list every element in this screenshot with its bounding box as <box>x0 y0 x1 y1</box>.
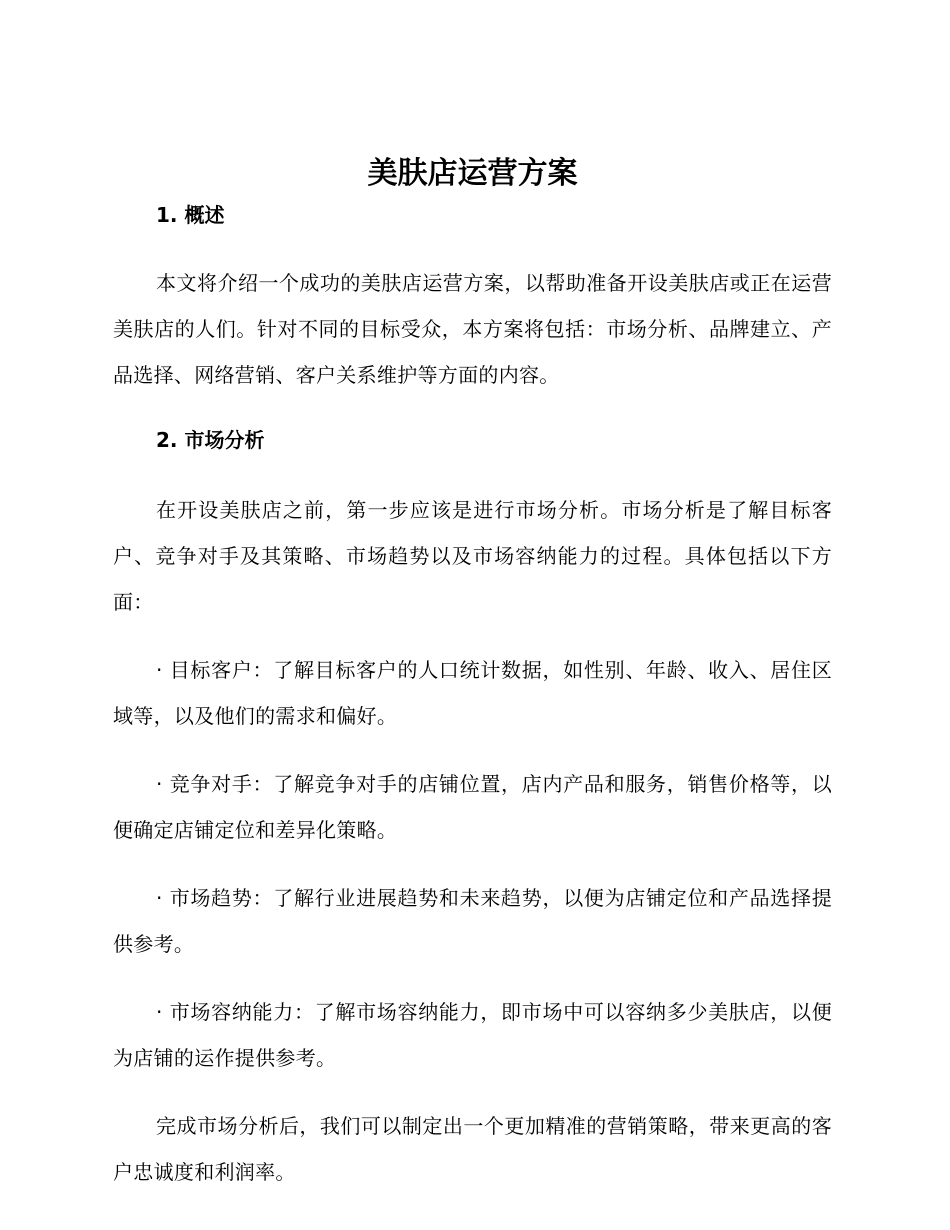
section-heading-market-analysis: 2. 市场分析 <box>156 428 265 452</box>
bullet-competitors: · 竞争对手：了解竞争对手的店铺位置，店内产品和服务，销售价格等，以便确定店铺定位和差异化策略。 <box>113 772 832 842</box>
market-analysis-conclusion: 完成市场分析后，我们可以制定出一个更加精准的营销策略，带来更高的客户忠诚度和利润率。 <box>113 1114 832 1184</box>
overview-paragraph: 本文将介绍一个成功的美肤店运营方案，以帮助准备开设美肤店或正在运营美肤店的人们。针对不同的目标受众，本方案将包括：市场分析、品牌建立、产品选择、网络营销、客户关系维护等方面的内容。 <box>113 271 832 387</box>
section-heading-overview: 1. 概述 <box>156 203 225 227</box>
market-analysis-intro: 在开设美肤店之前，第一步应该是进行市场分析。市场分析是了解目标客户、竞争对手及其策略、市场趋势以及市场容纳能力的过程。具体包括以下方面： <box>113 498 832 614</box>
bullet-market-trends: · 市场趋势：了解行业进展趋势和未来趋势，以便为店铺定位和产品选择提供参考。 <box>113 886 832 956</box>
document-title: 美肤店运营方案 <box>367 156 578 191</box>
bullet-market-capacity: · 市场容纳能力：了解市场容纳能力，即市场中可以容纳多少美肤店，以便为店铺的运作提供参考。 <box>113 1000 832 1070</box>
bullet-target-customers: · 目标客户：了解目标客户的人口统计数据，如性别、年龄、收入、居住区域等，以及他们的需求和偏好。 <box>113 658 832 728</box>
